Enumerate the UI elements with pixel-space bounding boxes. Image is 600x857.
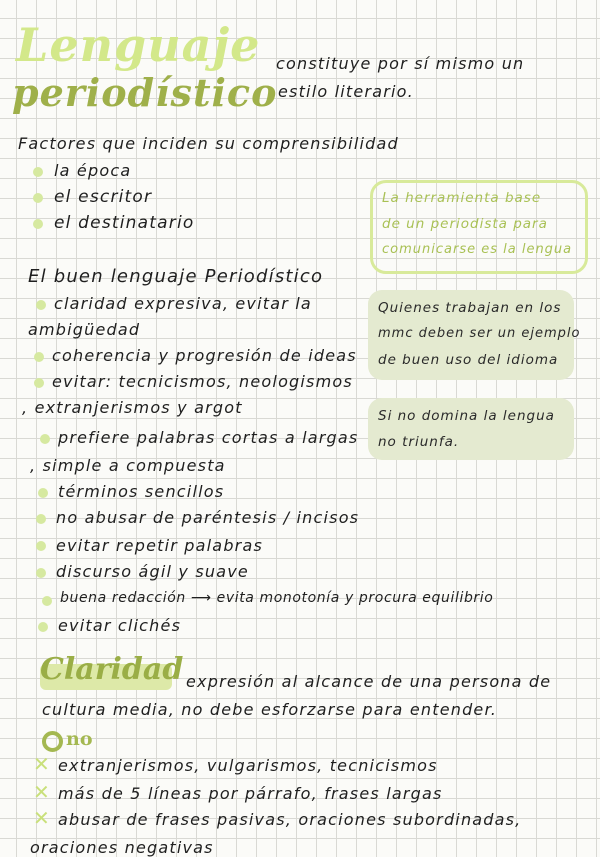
bullet-dot [36,541,46,551]
note-line: no triunfa. [378,434,460,450]
claridad-def-1: expresión al alcance de una persona de [186,672,552,691]
note-line: de buen uso del idioma [378,352,559,368]
buen-line: evitar clichés [58,616,182,635]
claridad-cut-line: oraciones negativas [30,838,214,857]
buen-line: buena redacción ⟶ evita monotonía y procura equilibrio [60,590,494,606]
claridad-item: extranjerismos, vulgarismos, tecnicismos [58,756,438,775]
note-line: Si no domina la lengua [378,408,555,424]
buen-line: claridad expresiva, evitar la [54,294,312,313]
circle-icon [42,731,63,752]
intro-line-2: estilo literario. [278,82,414,101]
bullet-dot [38,488,48,498]
factores-heading: Factores que inciden su comprensibilidad [18,134,399,153]
x-mark-icon: ✕ [33,752,50,776]
bullet-dot [34,352,44,362]
bullet-dot [33,219,43,229]
x-mark-icon: ✕ [33,780,50,804]
buen-line: coherencia y progresión de ideas [52,346,357,365]
claridad-no-label: no [66,728,93,750]
note-line: comunicarse es la lengua [382,242,573,257]
buen-line: evitar: tecnicismos, neologismos [52,372,353,391]
buen-line: discurso ágil y suave [56,562,249,581]
claridad-def-2: cultura media, no debe esforzarse para entender. [42,700,498,719]
note-line: La herramienta base [382,190,542,206]
claridad-heading: Claridad [40,652,184,687]
claridad-item: más de 5 líneas por párrafo, frases largas [58,784,443,803]
title-periodistico: periodístico [12,70,278,115]
bullet-dot [36,568,46,578]
buen-line: términos sencillos [58,482,225,501]
title-lenguaje: Lenguaje [16,18,261,72]
factor-item: la época [54,161,132,180]
buen-line: prefiere palabras cortas a largas [58,428,359,447]
bullet-dot [38,622,48,632]
bullet-dot [40,434,50,444]
bullet-dot [36,300,46,310]
note-line: Quienes trabajan en los [378,300,562,316]
factor-item: el destinatario [54,213,195,233]
bullet-dot [33,193,43,203]
note-line: de un periodista para [382,216,548,232]
claridad-item: abusar de frases pasivas, oraciones subordinadas, [58,810,522,829]
factor-item: el escritor [54,187,153,207]
bullet-dot [36,514,46,524]
x-mark-icon: ✕ [33,806,50,830]
buen-heading: El buen lenguaje Periodístico [28,266,324,287]
buen-line: ambigüedad [28,320,141,339]
bullet-dot [42,596,52,606]
bullet-dot [33,167,43,177]
buen-line: no abusar de paréntesis / incisos [56,508,360,527]
buen-line: evitar repetir palabras [56,536,263,555]
intro-line-1: constituye por sí mismo un [276,54,525,73]
bullet-dot [34,378,44,388]
note-line: mmc deben ser un ejemplo [378,326,581,341]
buen-line: , simple a compuesta [30,456,226,475]
buen-line: , extranjerismos y argot [22,398,243,417]
